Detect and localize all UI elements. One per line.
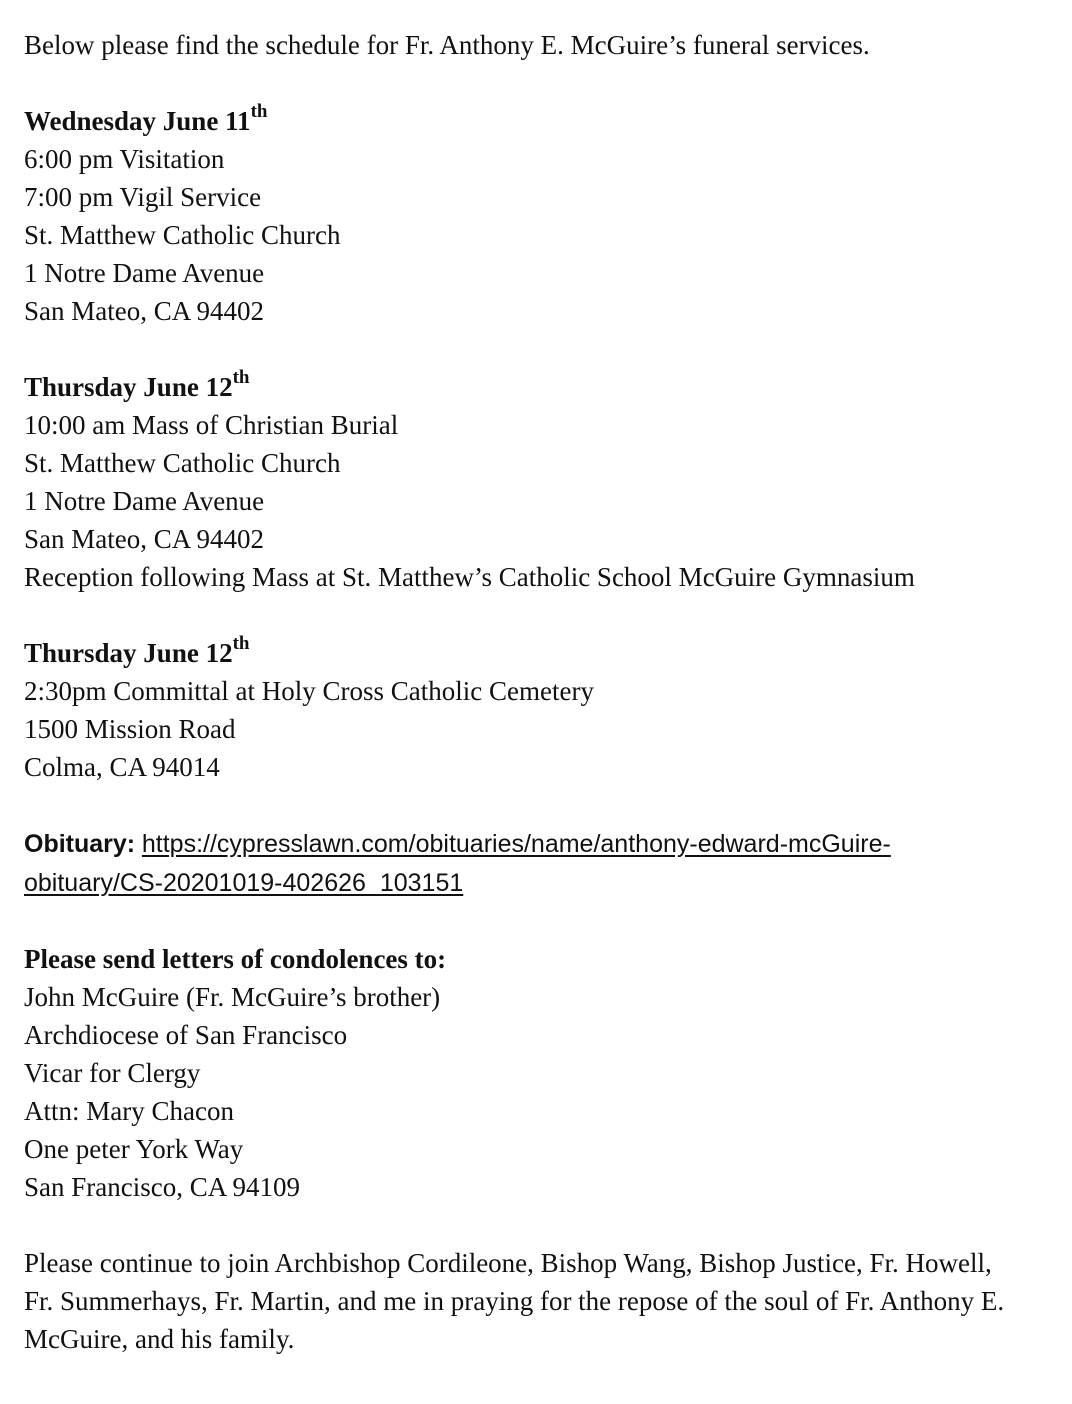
closing-line: McGuire, and his family.: [24, 1324, 295, 1354]
event-line: Colma, CA 94014: [24, 752, 220, 782]
obituary-line: [24, 863, 1054, 902]
condolences-section: [24, 940, 1054, 1206]
closing-line: Fr. Summerhays, Fr. Martin, and me in praying for the repose of the soul of Fr. Anthony E.: [24, 1286, 1005, 1316]
event-line: St. Matthew Catholic Church: [24, 220, 341, 250]
address-line: One peter York Way: [24, 1134, 244, 1164]
address-line: San Francisco, CA 94109: [24, 1172, 300, 1202]
event-day: Thursday June 12: [24, 638, 233, 668]
event-line: San Mateo, CA 94402: [24, 524, 264, 554]
address-line: Archdiocese of San Francisco: [24, 1020, 348, 1050]
spacer: [24, 1206, 1054, 1244]
event-line: 7:00 pm Vigil Service: [24, 182, 262, 212]
closing-paragraph: [24, 1244, 1054, 1358]
condolences-heading: Please send letters of condolences to:: [24, 944, 447, 974]
event-wednesday: [24, 102, 1054, 330]
event-line: 6:00 pm Visitation: [24, 144, 225, 174]
event-thursday-mass: [24, 368, 1054, 596]
event-day: Thursday June 12: [24, 372, 233, 402]
event-day-suffix: th: [232, 633, 250, 654]
obituary-line: [24, 824, 1054, 863]
event-heading: [24, 368, 1054, 406]
obituary-link-continued[interactable]: obituary/CS-20201019-402626_103151: [24, 869, 464, 897]
event-day-suffix: th: [250, 101, 268, 122]
obituary-link[interactable]: https://cypresslawn.com/obituaries/name/anthony-edward-mcGuire-: [141, 830, 891, 858]
event-line: 10:00 am Mass of Christian Burial: [24, 410, 399, 440]
address-line: John McGuire (Fr. McGuire’s brother): [24, 982, 441, 1012]
spacer: [24, 902, 1054, 940]
address-line: Vicar for Clergy: [24, 1058, 201, 1088]
spacer: [24, 64, 1054, 102]
intro-text: Below please find the schedule for Fr. Anthony E. McGuire’s funeral services.: [24, 30, 870, 60]
spacer: [24, 330, 1054, 368]
closing-line: Please continue to join Archbishop Cordileone, Bishop Wang, Bishop Justice, Fr. Howell,: [24, 1248, 992, 1278]
event-day: Wednesday June 11: [24, 106, 251, 136]
event-day-suffix: th: [232, 367, 250, 388]
event-line: 1500 Mission Road: [24, 714, 236, 744]
event-thursday-committal: [24, 634, 1054, 786]
obituary-label: Obituary:: [24, 830, 136, 858]
event-line: St. Matthew Catholic Church: [24, 448, 341, 478]
document-body: [24, 26, 1054, 1358]
event-line: 1 Notre Dame Avenue: [24, 258, 265, 288]
event-heading: [24, 634, 1054, 672]
spacer: [24, 786, 1054, 824]
event-line: San Mateo, CA 94402: [24, 296, 264, 326]
spacer: [24, 596, 1054, 634]
event-line: 1 Notre Dame Avenue: [24, 486, 265, 516]
event-line: Reception following Mass at St. Matthew’s Catholic School McGuire Gymnasium: [24, 562, 915, 592]
obituary-section: [24, 824, 1054, 902]
event-heading: [24, 102, 1054, 140]
event-line: 2:30pm Committal at Holy Cross Catholic Cemetery: [24, 676, 594, 706]
address-line: Attn: Mary Chacon: [24, 1096, 234, 1126]
